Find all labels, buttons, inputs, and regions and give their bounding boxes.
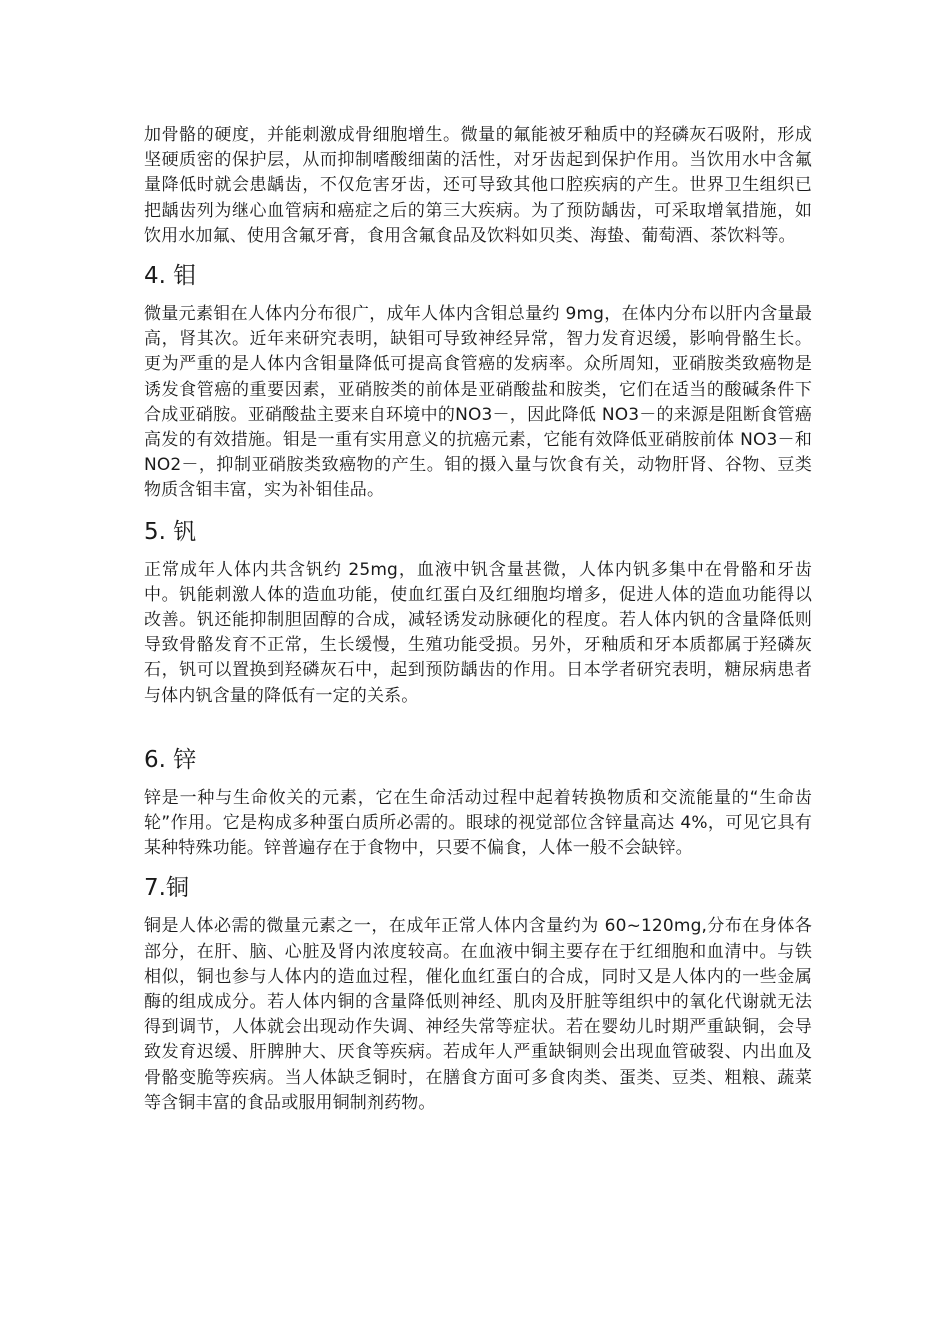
section-paragraph-molybdenum: 微量元素钼在人体内分布很广，成年人体内含钼总量约 9mg，在体内分布以肝内含量最高，肾其次。近年来研究表明，缺钼可导致神经异常，智力发育迟缓，影响骨骼生长。更为严重的是人体内含钼量降低可提高食管癌的发病率。众所周知，亚硝胺类致癌物是诱发食管癌的重要因素，亚硝胺类的前体是亚硝酸盐和胺类，它们在适当的酸碱条件下合成亚硝胺。亚硝酸盐主要来自环境中的NO3－，因此降低 NO3－的来源是阻断食管癌高发的有效措施。钼是一重有实用意义的抗癌元素，它能有效降低亚硝胺前体 NO3－和 NO2－，抑制亚硝胺类致癌物的产生。钼的摄入量与饮食有关，动物肝肾、谷物、豆类物质含钼丰富，实为补钼佳品。 — [144, 304, 812, 501]
intro-paragraph: 加骨骼的硬度，并能刺激成骨细胞增生。微量的氟能被牙釉质中的羟磷灰石吸附，形成坚硬质密的保护层，从而抑制嗜酸细菌的活性，对牙齿起到保护作用。当饮用水中含氟量降低时就会患龋齿，不仅危害牙齿，还可导致其他口腔疾病的产生。世界卫生组织已把龋齿列为继心血管病和癌症之后的第三大疾病。为了预防龋齿，可采取增氧措施，如饮用水加氟、使用含氟牙膏，食用含氟食品及饮料如贝类、海蛰、葡萄酒、茶饮料等。 — [144, 125, 812, 246]
section-paragraph-copper: 铜是人体必需的微量元素之一，在成年正常人体内含量约为 60~120mg,分布在身体各部分，在肝、脑、心脏及肾内浓度较高。在血液中铜主要存在于红细胞和血清中。与铁相似，铜也参与人体内的造血过程，催化血红蛋白的合成，同时又是人体内的一些金属酶的组成成分。若人体内铜的含量降低则神经、肌肉及肝脏等组织中的氧化代谢就无法得到调节，人体就会出现动作失调、神经失常等症状。若在婴幼儿时期严重缺铜，会导致发育迟缓、肝脾肿大、厌食等疾病。若成年人严重缺铜则会出现血管破裂、内出血及骨骼变脆等疾病。当人体缺乏铜时，在膳食方面可多食肉类、蛋类、豆类、粗粮、蔬菜等含铜丰富的食品或服用铜制剂药物。 — [144, 916, 812, 1113]
section-paragraph-zinc: 锌是一种与生命攸关的元素，它在生命活动过程中起着转换物质和交流能量的“生命齿轮”作用。它是构成多种蛋白质所必需的。眼球的视觉部位含锌量高达 4%，可见它具有某种特殊功能。锌普遍存在于食物中，只要不偏食，人体一般不会缺锌。 — [144, 787, 812, 859]
section-heading-vanadium: 5. 钒 — [144, 518, 197, 545]
section-heading-zinc: 6. 锌 — [144, 746, 197, 773]
section-heading-copper: 7.铜 — [144, 875, 189, 902]
document-page — [144, 118, 812, 1116]
section-heading-molybdenum: 4. 钼 — [144, 263, 197, 290]
section-paragraph-vanadium: 正常成年人体内共含钒约 25mg，血液中钒含量甚微，人体内钒多集中在骨骼和牙齿中。钒能刺激人体的造血功能，使血红蛋白及红细胞均增多，促进人体的造血功能得以改善。钒还能抑制胆固醇的合成，减轻诱发动脉硬化的程度。若人体内钒的含量降低则导致骨骼发育不正常，生长缓慢，生殖功能受损。另外，牙釉质和牙本质都属于羟磷灰石，钒可以置换到羟磷灰石中，起到预防龋齿的作用。日本学者研究表明，糖尿病患者与体内钒含量的降低有一定的关系。 — [144, 559, 812, 706]
